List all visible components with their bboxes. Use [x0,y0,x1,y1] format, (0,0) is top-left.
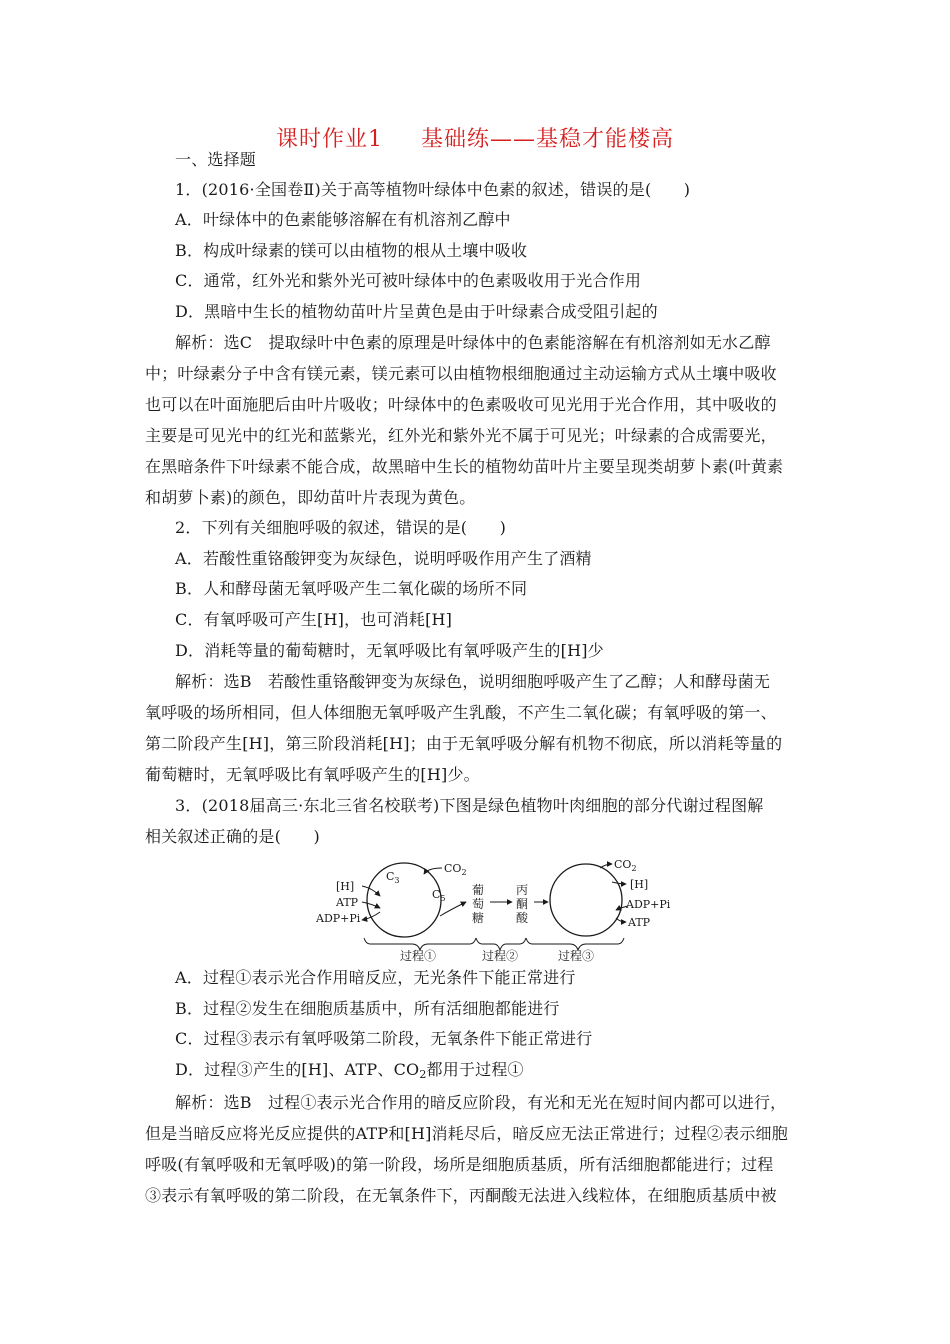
q1-option-b: B．构成叶绿素的镁可以由植物的根从土壤中吸收 [175,241,528,260]
q1-option-a: A．叶绿体中的色素能够溶解在有机溶剂乙醇中 [175,210,511,229]
q3-stem-cont: 相关叙述正确的是( ) [145,827,320,846]
q3-analysis-line: 解析：选B 过程①表示光合作用的暗反应阶段，有光和无光在短时间内都可以进行， [175,1093,787,1112]
label-h-left: [H] [336,880,355,893]
label-adp-left: ADP+Pi [316,912,361,925]
q2-analysis-line: 第二阶段产生[H]，第三阶段消耗[H]；由于无氧呼吸分解有机物不彻底，所以消耗等量的 [145,734,783,753]
q1-analysis-line: 中；叶绿素分子中含有镁元素，镁元素可以由植物根细胞通过主动运输方式从土壤中吸收 [145,364,777,383]
q2-analysis-line: 解析：选B 若酸性重铬酸钾变为灰绿色，说明细胞呼吸产生了乙醇；人和酵母菌无 [175,672,771,691]
q3-option-b: B．过程②发生在细胞质基质中，所有活细胞都能进行 [175,999,560,1018]
q2-analysis-line: 氧呼吸的场所相同，但人体细胞无氧呼吸产生乳酸，不产生二氧化碳；有氧呼吸的第一、 [145,703,777,722]
label-co2-left: $CO_2$ [444,862,467,877]
section-heading: 一、选择题 [175,150,257,169]
q3-option-d-text: D．过程③产生的[H]、ATP、CO [175,1060,420,1079]
label-process-2: 过程② [482,949,519,963]
page-title [0,122,950,153]
label-pyruvate: 酮 [516,897,529,911]
respiration-cycle-circle [550,864,622,936]
q2-stem: 2．下列有关细胞呼吸的叙述，错误的是( ) [175,518,507,537]
label-process-3: 过程③ [558,949,595,963]
label-adp-right: ADP+Pi [626,898,671,911]
metabolism-diagram [300,850,671,963]
q1-stem: 1．(2016·全国卷Ⅱ)关于高等植物叶绿体中色素的叙述，错误的是( ) [175,180,691,199]
q3-analysis-line: 呼吸(有氧呼吸和无氧呼吸)的第一阶段，场所是细胞质基质，所有活细胞都能进行；过程 [145,1155,774,1174]
title-sub: 基础练——基稳才能楼高 [420,127,674,152]
q2-option-b: B．人和酵母菌无氧呼吸产生二氧化碳的场所不同 [175,579,528,598]
q3-option-d [175,1060,524,1085]
q1-analysis-line: 解析：选C 提取绿叶中色素的原理是叶绿体中的色素能溶解在有机溶剂如无水乙醇 [175,333,771,352]
label-glucose: 糖 [472,911,485,925]
q3-option-c: C．过程③表示有氧呼吸第二阶段，无氧条件下能正常进行 [175,1029,593,1048]
q2-option-d: D．消耗等量的葡萄糖时，无氧呼吸比有氧呼吸产生的[H]少 [175,641,604,660]
label-c3: $C_3$ [386,870,400,885]
q3-option-d-sub: 2 [419,1068,427,1081]
q3-analysis-line: ③表示有氧呼吸的第二阶段，在无氧条件下，丙酮酸无法进入线粒体，在细胞质基质中被 [145,1186,777,1205]
calvin-cycle-circle [367,863,441,937]
q2-option-c: C．有氧呼吸可产生[H]，也可消耗[H] [175,610,453,629]
label-co2-right: $CO_2$ [614,858,637,873]
label-pyruvate: 丙 [516,883,529,897]
q2-option-a: A．若酸性重铬酸钾变为灰绿色，说明呼吸作用产生了酒精 [175,549,592,568]
q1-analysis-line: 在黑暗条件下叶绿素不能合成，故黑暗中生长的植物幼苗叶片主要呈现类胡萝卜素(叶黄素 [145,457,784,476]
q1-option-d: D．黑暗中生长的植物幼苗叶片呈黄色是由于叶绿素合成受阻引起的 [175,302,658,321]
label-atp-left: ATP [336,896,359,909]
q3-option-a: A．过程①表示光合作用暗反应，无光条件下能正常进行 [175,968,576,987]
label-c5: $C_5$ [432,888,446,903]
q3-option-d-text-end: 都用于过程① [426,1060,524,1079]
q1-option-c: C．通常，红外光和紫外光可被叶绿体中的色素吸收用于光合作用 [175,271,642,290]
label-glucose: 葡 [472,883,485,897]
q2-analysis-line: 葡萄糖时，无氧呼吸比有氧呼吸产生的[H]少。 [145,765,480,784]
q1-analysis-line: 和胡萝卜素)的颜色，即幼苗叶片表现为黄色。 [145,488,476,507]
q1-analysis-line: 主要是可见光中的红光和蓝紫光，红外光和紫外光不属于可见光；叶绿素的合成需要光， [145,426,777,445]
label-atp-right: ATP [628,916,651,929]
q3-stem: 3．(2018届高三·东北三省名校联考)下图是绿色植物叶肉细胞的部分代谢过程图解 [175,796,764,815]
q1-analysis-line: 也可以在叶面施肥后由叶片吸收；叶绿体中的色素吸收可见光用于光合作用，其中吸收的 [145,395,777,414]
title-main: 课时作业1 [275,127,383,152]
label-pyruvate: 酸 [516,911,529,925]
label-h-right: [H] [630,878,649,891]
label-glucose: 萄 [472,897,485,911]
label-process-1: 过程① [400,949,437,963]
q3-analysis-line: 但是当暗反应将光反应提供的ATP和[H]消耗尽后，暗反应无法正常进行；过程②表示细胞 [145,1124,788,1143]
